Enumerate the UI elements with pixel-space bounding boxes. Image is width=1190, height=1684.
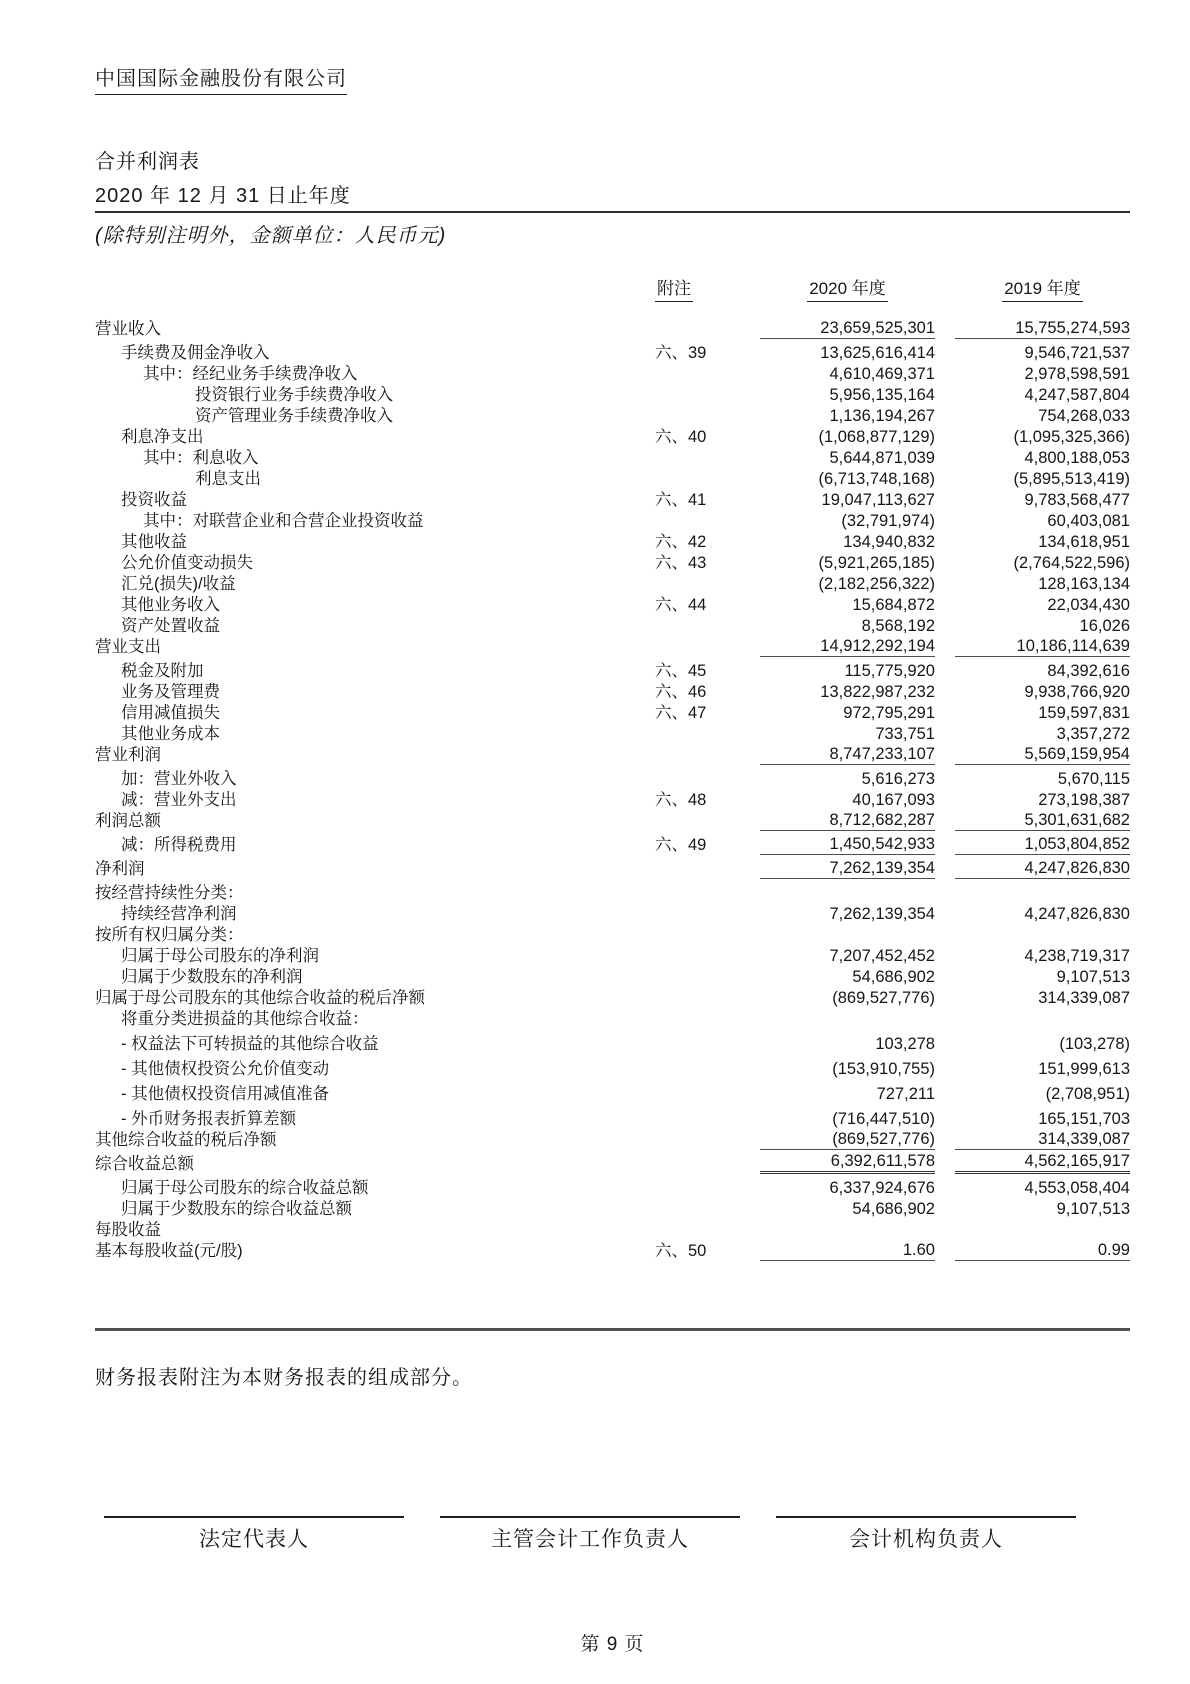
table-row	[95, 1079, 1130, 1104]
row-value-2019: 754,268,033	[1038, 407, 1130, 425]
table-row	[95, 1153, 1130, 1174]
row-value-2020: 1.60	[760, 1241, 935, 1261]
row-label: 税金及附加	[121, 662, 204, 680]
row-value-2020: 23,659,525,301	[760, 319, 935, 339]
table-row	[95, 447, 1130, 468]
row-value-2019: 9,938,766,920	[1024, 683, 1130, 701]
table-row	[95, 1219, 1130, 1240]
row-value-2019: 15,755,274,593	[955, 319, 1130, 339]
table-row	[95, 834, 1130, 855]
row-label: 持续经营净利润	[121, 905, 237, 923]
table-row	[95, 594, 1130, 615]
col-2019-header-label: 2019 年度	[1002, 274, 1083, 302]
note-column-header-label: 附注	[655, 274, 693, 302]
row-value-2019: 273,198,387	[1038, 791, 1130, 809]
row-note: 六、47	[655, 704, 707, 722]
row-value-2020: 7,262,139,354	[829, 905, 935, 923]
row-value-2020: 733,751	[875, 725, 935, 743]
row-value-2019: (2,764,522,596)	[1013, 554, 1130, 572]
notes-reference-text: 财务报表附注为本财务报表的组成部分。	[95, 1367, 473, 1389]
row-value-2020: 19,047,113,627	[821, 491, 935, 509]
table-row	[95, 660, 1130, 681]
row-value-2019: 60,403,081	[1047, 512, 1130, 530]
signature-label: 主管会计工作负责人	[491, 1528, 689, 1551]
row-value-2019: 9,107,513	[1056, 968, 1130, 986]
row-value-2020: 14,912,292,194	[760, 637, 935, 657]
section-divider-rule	[95, 1328, 1130, 1331]
row-value-2020: 5,616,273	[861, 770, 935, 788]
table-row	[95, 768, 1130, 789]
table-row	[95, 573, 1130, 594]
table-row	[95, 426, 1130, 447]
row-value-2019: 4,247,826,830	[955, 859, 1130, 879]
table-row	[95, 924, 1130, 945]
row-value-2019: 16,026	[1079, 617, 1130, 635]
row-label: 其中：对联营企业和合营企业投资收益	[143, 512, 424, 530]
row-value-2019: 3,357,272	[1056, 725, 1130, 743]
table-row	[95, 405, 1130, 426]
table-row	[95, 789, 1130, 810]
row-value-2020: (869,527,776)	[760, 1130, 935, 1150]
row-note: 六、42	[655, 533, 707, 551]
table-row	[95, 510, 1130, 531]
table-row	[95, 987, 1130, 1008]
title-block	[95, 145, 1130, 248]
row-value-2020: 115,775,920	[844, 662, 935, 680]
row-label: 其他收益	[121, 533, 187, 551]
row-note: 六、43	[655, 554, 707, 572]
row-value-2020: 1,136,194,267	[829, 407, 935, 425]
row-label: - 权益法下可转损益的其他综合收益	[121, 1035, 379, 1053]
row-label: 归属于母公司股东的其他综合收益的税后净额	[95, 989, 425, 1007]
row-value-2020: 134,940,832	[843, 533, 935, 551]
row-value-2019: 159,597,831	[1038, 704, 1130, 722]
table-row	[95, 1054, 1130, 1079]
row-value-2019: 9,107,513	[1056, 1200, 1130, 1218]
table-row	[95, 468, 1130, 489]
row-value-2020: 6,392,611,578	[760, 1152, 935, 1174]
row-label: 基本每股收益(元/股)	[95, 1242, 243, 1260]
page-number: 第 9 页	[580, 1634, 645, 1655]
row-note: 六、50	[655, 1242, 707, 1260]
row-label: 投资收益	[121, 491, 187, 509]
row-value-2020: 54,686,902	[852, 1200, 935, 1218]
table-row	[95, 681, 1130, 702]
row-label: 归属于少数股东的净利润	[121, 968, 303, 986]
row-note: 六、46	[655, 683, 707, 701]
note-column-header	[655, 274, 760, 302]
table-row	[95, 858, 1130, 879]
unit-note: (除特别注明外，金额单位：人民币元)	[95, 225, 447, 247]
row-value-2019: 151,999,613	[1038, 1060, 1130, 1078]
row-value-2019: 2,978,598,591	[1024, 365, 1130, 383]
signature-chief-accountant	[440, 1516, 740, 1553]
row-value-2020: (153,910,755)	[832, 1060, 935, 1078]
row-label: 公允价值变动损失	[121, 554, 253, 572]
row-label: 资产管理业务手续费净收入	[195, 407, 393, 425]
row-value-2020: (32,791,974)	[841, 512, 935, 530]
row-label: 其中：经纪业务手续费净收入	[143, 365, 358, 383]
row-label: 其他综合收益的税后净额	[95, 1131, 277, 1149]
table-row	[95, 723, 1130, 744]
row-value-2020: 13,625,616,414	[820, 344, 935, 362]
table-row	[95, 318, 1130, 339]
row-label: 其他业务收入	[121, 596, 220, 614]
row-label: 按经营持续性分类：	[95, 884, 244, 902]
row-value-2020: 15,684,872	[852, 596, 935, 614]
row-value-2020: (716,447,510)	[832, 1110, 935, 1128]
row-note: 六、44	[655, 596, 707, 614]
table-row	[95, 882, 1130, 903]
row-label: 减：营业外支出	[121, 791, 237, 809]
row-value-2019: 314,339,087	[1038, 989, 1130, 1007]
row-label: 业务及管理费	[121, 683, 220, 701]
row-value-2019: 4,247,826,830	[1024, 905, 1130, 923]
row-value-2020: (869,527,776)	[832, 989, 935, 1007]
row-value-2020: 4,610,469,371	[829, 365, 935, 383]
row-value-2019: 128,163,134	[1038, 575, 1130, 593]
row-note: 六、40	[655, 428, 707, 446]
row-value-2019: 134,618,951	[1038, 533, 1130, 551]
row-value-2019: 10,186,114,639	[955, 637, 1130, 657]
col-2020-header	[760, 274, 935, 302]
row-note: 六、45	[655, 662, 707, 680]
row-value-2019: 5,670,115	[1057, 770, 1130, 788]
table-row	[95, 636, 1130, 657]
row-label: - 其他债权投资公允价值变动	[121, 1060, 330, 1078]
row-value-2020: (5,921,265,185)	[818, 554, 935, 572]
table-row	[95, 531, 1130, 552]
row-label: 利息支出	[195, 470, 261, 488]
row-label: 利润总额	[95, 812, 161, 830]
table-row	[95, 615, 1130, 636]
row-value-2020: (2,182,256,322)	[818, 575, 935, 593]
row-value-2020: (6,713,748,168)	[818, 470, 935, 488]
row-value-2019: (103,278)	[1059, 1035, 1130, 1053]
company-name: 中国国际金融股份有限公司	[95, 62, 347, 95]
row-value-2019: 4,553,058,404	[1024, 1179, 1130, 1197]
row-value-2019: 4,800,188,053	[1024, 449, 1130, 467]
row-value-2019: 165,151,703	[1038, 1110, 1130, 1128]
row-value-2020: 5,956,135,164	[829, 386, 935, 404]
signature-area	[104, 1516, 1130, 1553]
table-row	[95, 945, 1130, 966]
signature-label: 法定代表人	[199, 1528, 309, 1551]
row-label: 归属于母公司股东的综合收益总额	[121, 1179, 369, 1197]
table-row	[95, 363, 1130, 384]
table-row	[95, 552, 1130, 573]
table-row	[95, 966, 1130, 987]
period-line: 2020 年 12 月 31 日止年度	[95, 179, 1130, 213]
row-label: 按所有权归属分类：	[95, 926, 244, 944]
row-label: 营业利润	[95, 746, 161, 764]
row-value-2019: (2,708,951)	[1045, 1085, 1130, 1103]
table-row	[95, 489, 1130, 510]
row-value-2020: 13,822,987,232	[820, 683, 935, 701]
col-2019-header	[955, 274, 1130, 302]
row-value-2020: 40,167,093	[852, 791, 935, 809]
row-value-2020: 972,795,291	[843, 704, 935, 722]
income-statement-table	[95, 274, 1130, 1261]
row-value-2020: 8,712,682,287	[760, 811, 935, 831]
row-value-2020: 103,278	[875, 1035, 935, 1053]
table-row	[95, 1198, 1130, 1219]
row-label: 综合收益总额	[95, 1155, 194, 1173]
table-row	[95, 810, 1130, 831]
row-value-2019: 1,053,804,852	[955, 835, 1130, 855]
signature-line	[440, 1516, 740, 1518]
row-label: 每股收益	[95, 1221, 161, 1239]
table-row	[95, 1129, 1130, 1150]
table-row	[95, 1177, 1130, 1198]
table-row	[95, 1008, 1130, 1029]
row-value-2019: 4,238,719,317	[1024, 947, 1130, 965]
signature-legal-representative	[104, 1516, 404, 1553]
table-row	[95, 342, 1130, 363]
table-row	[95, 702, 1130, 723]
signature-line	[104, 1516, 404, 1518]
row-value-2019: 5,301,631,682	[955, 811, 1130, 831]
row-value-2019: (5,895,513,419)	[1013, 470, 1130, 488]
row-label: 营业收入	[95, 320, 161, 338]
row-value-2020: 727,211	[876, 1085, 935, 1103]
row-label: 其中：利息收入	[143, 449, 259, 467]
row-label: 将重分类进损益的其他综合收益：	[121, 1010, 369, 1028]
row-value-2019: 4,562,165,917	[955, 1152, 1130, 1174]
signature-line	[776, 1516, 1076, 1518]
row-value-2019: (1,095,325,366)	[1013, 428, 1130, 446]
statement-title: 合并利润表	[95, 151, 200, 173]
row-value-2020: 7,262,139,354	[760, 859, 935, 879]
row-label: 信用减值损失	[121, 704, 220, 722]
row-value-2019: 5,569,159,954	[955, 745, 1130, 765]
row-value-2019: 314,339,087	[955, 1130, 1130, 1150]
row-label: 营业支出	[95, 638, 161, 656]
col-2020-header-label: 2020 年度	[807, 274, 888, 302]
row-label: - 其他债权投资信用减值准备	[121, 1085, 330, 1103]
table-row	[95, 1104, 1130, 1129]
row-note: 六、48	[655, 791, 707, 809]
row-note: 六、49	[655, 836, 707, 854]
row-label: 投资银行业务手续费净收入	[195, 386, 393, 404]
row-value-2020: 54,686,902	[852, 968, 935, 986]
row-value-2020: 8,568,192	[861, 617, 935, 635]
row-label: 净利润	[95, 860, 145, 878]
row-value-2020: 5,644,871,039	[829, 449, 935, 467]
table-row	[95, 744, 1130, 765]
row-label: - 外币财务报表折算差额	[121, 1110, 297, 1128]
table-row	[95, 1240, 1130, 1261]
row-label: 利息净支出	[121, 428, 204, 446]
signature-label: 会计机构负责人	[849, 1528, 1003, 1551]
row-label: 其他业务成本	[121, 725, 220, 743]
row-value-2020: 1,450,542,933	[760, 835, 935, 855]
row-label: 归属于母公司股东的净利润	[121, 947, 319, 965]
table-row	[95, 384, 1130, 405]
row-label: 资产处置收益	[121, 617, 220, 635]
row-note: 六、41	[655, 491, 707, 509]
row-label: 减：所得税费用	[121, 836, 237, 854]
income-table-body	[95, 318, 1130, 1261]
row-value-2019: 0.99	[955, 1241, 1130, 1261]
row-label: 归属于少数股东的综合收益总额	[121, 1200, 352, 1218]
table-row	[95, 903, 1130, 924]
row-value-2020: (1,068,877,129)	[818, 428, 935, 446]
row-value-2019: 84,392,616	[1047, 662, 1130, 680]
row-value-2019: 9,783,568,477	[1024, 491, 1130, 509]
row-value-2019: 4,247,587,804	[1024, 386, 1130, 404]
row-value-2020: 7,207,452,452	[829, 947, 935, 965]
table-header-row	[95, 274, 1130, 302]
row-label: 手续费及佣金净收入	[121, 344, 270, 362]
row-value-2020: 8,747,233,107	[760, 745, 935, 765]
row-note: 六、39	[655, 344, 707, 362]
row-value-2020: 6,337,924,676	[829, 1179, 935, 1197]
signature-accounting-head	[776, 1516, 1076, 1553]
row-value-2019: 9,546,721,537	[1024, 344, 1130, 362]
row-label: 汇兑(损失)/收益	[121, 575, 236, 593]
row-label: 加：营业外收入	[121, 770, 237, 788]
table-row	[95, 1029, 1130, 1054]
row-value-2019: 22,034,430	[1047, 596, 1130, 614]
